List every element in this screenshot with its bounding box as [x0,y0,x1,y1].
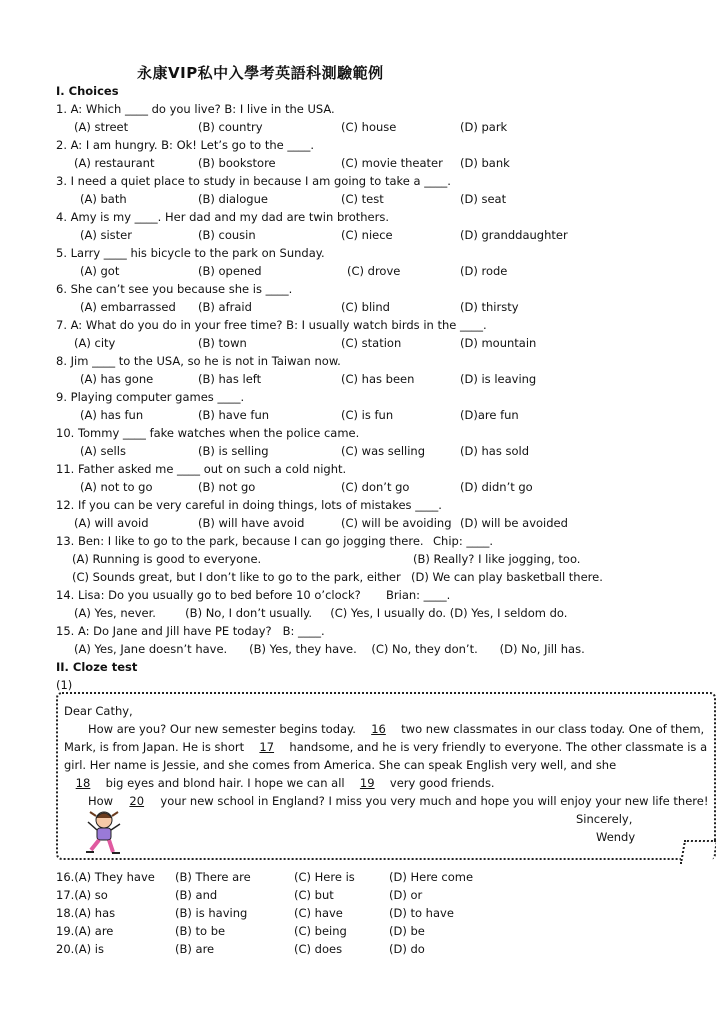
q10-option-c: (C) was selling [341,444,425,458]
opt20-c: (C) does [294,942,343,956]
q4-option-d: (D) granddaughter [460,228,568,242]
letter-line-5 [88,794,708,808]
letter-text: your new school in England? I miss you very much and hope you will enjoy your new life there! [160,794,709,808]
opt17-a: 17.(A) so [56,888,108,902]
opt19-a: 19.(A) are [56,924,114,938]
cloze-passage-number: (1) [56,678,73,692]
question-10: 10. Tommy ____ fake watches when the police came. [56,426,360,440]
letter-line-3: girl. Her name is Jessie, and she comes from America. She can speak English very well, and she [64,758,617,772]
letter-text: very good friends. [389,776,495,790]
question-6: 6. She can’t see you because she is ____. [56,282,293,296]
q7-option-c: (C) station [341,336,402,350]
opt16-d: (D) Here come [389,870,474,884]
q10-option-d: (D) has sold [460,444,529,458]
q11-option-b: (B) not go [198,480,256,494]
q8-option-a: (A) has gone [80,372,154,386]
q13-option-a: (A) Running is good to everyone. [72,552,262,566]
question-1: 1. A: Which ____ do you live? B: I live in the USA. [56,102,335,116]
q9-option-c: (C) is fun [341,408,394,422]
opt19-d: (D) be [389,924,425,938]
q5-option-b: (B) opened [198,264,262,278]
opt18-b: (B) is having [175,906,248,920]
question-2: 2. A: I am hungry. B: Ok! Let’s go to the ____. [56,138,315,152]
letter-text: two new classmates in our class today. One of them, [401,722,705,736]
q12-option-b: (B) will have avoid [198,516,305,530]
q12-option-a: (A) will avoid [74,516,149,530]
blank-19: 19 [359,776,375,790]
girl-illustration-icon [82,808,130,856]
question-15: 15. A: Do Jane and Jill have PE today? B: ____. [56,624,325,638]
q13-option-d: (D) We can play basketball there. [411,570,603,584]
opt18-a: 18.(A) has [56,906,116,920]
letter-line-2 [64,740,707,754]
q12-option-c: (C) will be avoiding [341,516,452,530]
q6-option-c: (C) blind [341,300,390,314]
q8-option-c: (C) has been [341,372,415,386]
blank-17: 17 [259,740,275,754]
letter-text: How are you? Our new semester begins today. [88,722,356,736]
q11-option-c: (C) don’t go [341,480,410,494]
letter-text: Mark, is from Japan. He is short [64,740,245,754]
q7-option-d: (D) mountain [460,336,537,350]
q3-option-d: (D) seat [460,192,507,206]
q6-option-b: (B) afraid [198,300,252,314]
q7-option-b: (B) town [198,336,247,350]
opt20-a: 20.(A) is [56,942,104,956]
q14-brian: Brian: ____. [386,588,451,602]
q8-option-b: (B) has left [198,372,262,386]
q9-option-b: (B) have fun [198,408,270,422]
q10-option-a: (A) sells [80,444,126,458]
opt20-b: (B) are [175,942,215,956]
question-9: 9. Playing computer games ____. [56,390,245,404]
question-11: 11. Father asked me ____ out on such a cold night. [56,462,347,476]
question-3: 3. I need a quiet place to study in because I am going to take a ____. [56,174,451,188]
q9-option-d: (D)are fun [460,408,519,422]
letter-text: handsome, and he is very friendly to everyone. The other classmate is a [289,740,708,754]
q14-options: (A) Yes, never. (B) No, I don’t usually. (C) Yes, I usually do. (D) Yes, I seldom do. [74,606,568,620]
blank-18: 18 [75,776,91,790]
q13-chip: Chip: ____. [433,534,493,548]
q6-option-d: (D) thirsty [460,300,519,314]
opt18-d: (D) to have [389,906,454,920]
letter-line-1 [88,722,704,736]
q3-option-b: (B) dialogue [198,192,268,206]
q1-option-b: (B) country [198,120,263,134]
blank-16: 16 [371,722,386,736]
q1-option-d: (D) park [460,120,508,134]
q12-option-d: (D) will be avoided [460,516,568,530]
question-4: 4. Amy is my ____. Her dad and my dad are twin brothers. [56,210,390,224]
q5-option-a: (A) got [80,264,120,278]
opt18-c: (C) have [294,906,343,920]
q1-option-a: (A) street [74,120,129,134]
opt16-b: (B) There are [175,870,251,884]
opt19-c: (C) being [294,924,347,938]
question-12: 12. If you can be very careful in doing things, lots of mistakes ____. [56,498,442,512]
letter-signer: Wendy [596,830,636,844]
q2-option-c: (C) movie theater [341,156,443,170]
q15-options: (A) Yes, Jane doesn’t have. (B) Yes, they have. (C) No, they don’t. (D) No, Jill has. [74,642,585,656]
q8-option-d: (D) is leaving [460,372,537,386]
page-curl-corner [680,840,716,864]
letter-text: big eyes and blond hair. I hope we can all [105,776,345,790]
blank-20: 20 [129,794,145,808]
question-14: 14. Lisa: Do you usually go to bed before 10 o’clock? [56,588,361,602]
opt19-b: (B) to be [175,924,226,938]
q3-option-c: (C) test [341,192,384,206]
q5-option-d: (D) rode [460,264,508,278]
question-5: 5. Larry ____ his bicycle to the park on Sunday. [56,246,325,260]
q2-option-a: (A) restaurant [74,156,155,170]
q3-option-a: (A) bath [80,192,127,206]
q7-option-a: (A) city [74,336,116,350]
q2-option-b: (B) bookstore [198,156,276,170]
opt17-d: (D) or [389,888,423,902]
q1-option-c: (C) house [341,120,397,134]
opt17-b: (B) and [175,888,218,902]
letter-greeting: Dear Cathy, [64,704,133,718]
q2-option-d: (D) bank [460,156,510,170]
q9-option-a: (A) has fun [80,408,144,422]
opt16-a: 16.(A) They have [56,870,155,884]
question-8: 8. Jim ____ to the USA, so he is not in Taiwan now. [56,354,341,368]
page-title: 永康VIP私中入學考英語科測驗範例 [137,64,384,82]
letter-text: How [88,794,114,808]
q11-option-d: (D) didn’t go [460,480,533,494]
opt20-d: (D) do [389,942,425,956]
q13-option-b: (B) Really? I like jogging, too. [413,552,581,566]
opt16-c: (C) Here is [294,870,355,884]
question-7: 7. A: What do you do in your free time? B: I usually watch birds in the ____. [56,318,487,332]
section-cloze-heading: II. Cloze test [56,660,138,674]
q11-option-a: (A) not to go [80,480,153,494]
q6-option-a: (A) embarrassed [80,300,176,314]
letter-closing: Sincerely, [576,812,633,826]
q4-option-a: (A) sister [80,228,132,242]
letter-line-4 [64,776,495,790]
q5-option-c: (C) drove [347,264,401,278]
q4-option-b: (B) cousin [198,228,256,242]
q10-option-b: (B) is selling [198,444,269,458]
opt17-c: (C) but [294,888,334,902]
q13-option-c: (C) Sounds great, but I don’t like to go to the park, either [72,570,401,584]
section-choices-heading: I. Choices [56,84,119,98]
q4-option-c: (C) niece [341,228,393,242]
question-13: 13. Ben: I like to go to the park, because I can go jogging there. [56,534,424,548]
